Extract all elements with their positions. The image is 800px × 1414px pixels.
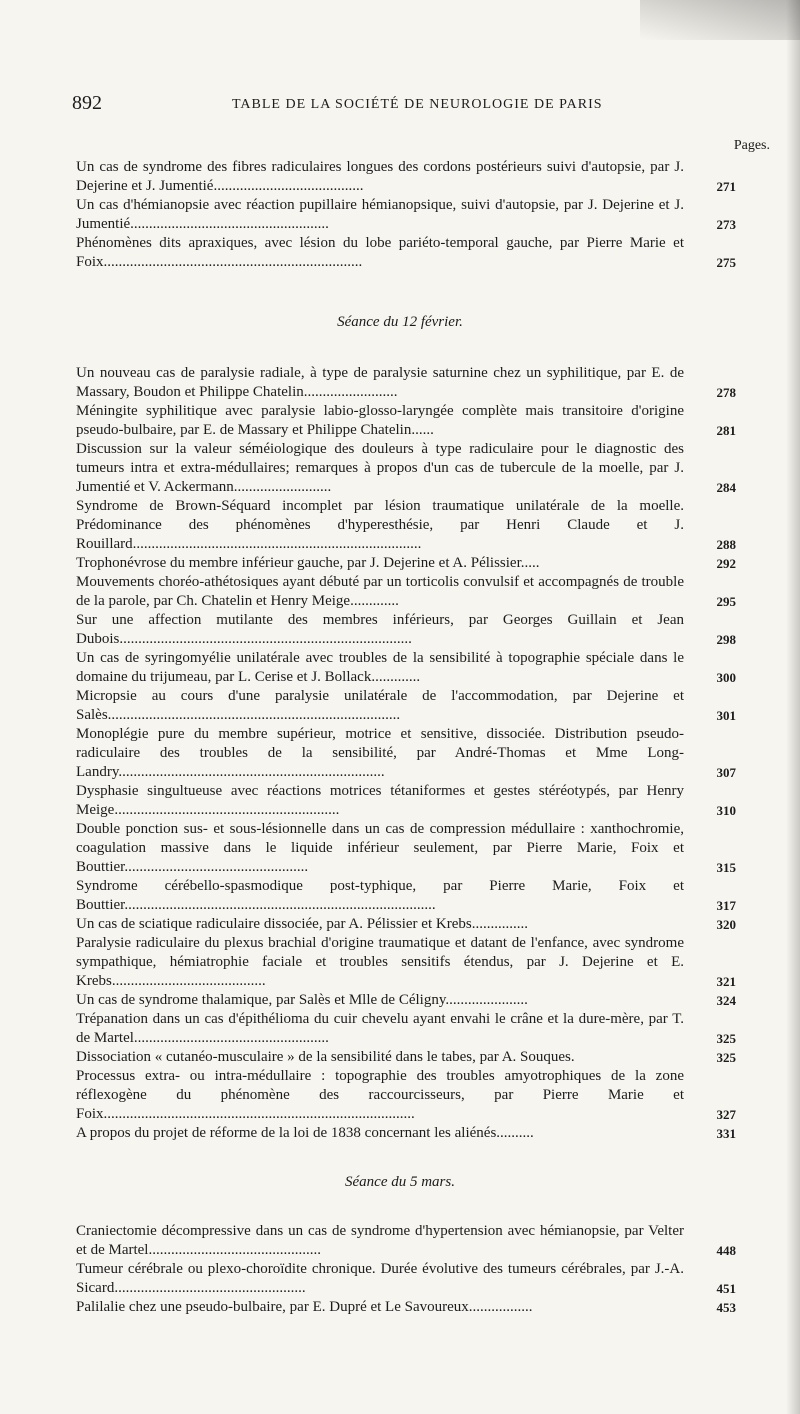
entry-page: 451 [716, 1281, 736, 1296]
toc-entry [76, 1010, 736, 1048]
page-number: 892 [72, 92, 102, 114]
toc-entry [76, 782, 736, 820]
entry-page: 300 [716, 670, 736, 685]
toc-entry [76, 234, 736, 272]
entry-text: Un cas de syndrome des fibres radiculaires longues des cordons postérieurs suivi d'autopsie, par J. Dejerine et J. Jumentié........................................ [76, 159, 684, 194]
entry-text: Tumeur cérébrale ou plexo-choroïdite chronique. Durée évolutive des tumeurs cérébrales, par J.-A. Sicard................................................... [76, 1261, 684, 1296]
entry-page: 298 [716, 632, 736, 647]
entry-page: 271 [716, 179, 736, 194]
entry-text: Un cas de syndrome thalamique, par Salès et Mlle de Céligny...................... [76, 992, 528, 1008]
entry-text: Un nouveau cas de paralysie radiale, à type de paralysie saturnine chez un syphilitique, par E. de Massary, Boudon et Philippe Chatelin......................... [76, 365, 684, 400]
entry-text: Double ponction sus- et sous-lésionnelle dans un cas de compression médullaire : xanthochromie, coagulation massive dans le liquide inférieur seulement, par Pierre Marie, Foix et Bouttier................................................. [76, 821, 684, 875]
entry-page: 448 [716, 1243, 736, 1258]
entry-page: 325 [716, 1031, 736, 1046]
entry-page: 295 [716, 594, 736, 609]
toc-entry [76, 554, 736, 573]
entry-text: Dissociation « cutanéo-musculaire » de la sensibilité dans le tabes, par A. Souques. [76, 1049, 575, 1065]
entry-page: 281 [716, 423, 736, 438]
toc-entry [76, 196, 736, 234]
toc-entry [76, 820, 736, 877]
entry-page: 321 [716, 974, 736, 989]
toc-entry [76, 1048, 736, 1067]
toc-entry [76, 877, 736, 915]
toc-section-1 [76, 158, 736, 272]
toc-entry [76, 915, 736, 934]
entry-page: 307 [716, 765, 736, 780]
toc-entry [76, 158, 736, 196]
toc-entry [76, 611, 736, 649]
page-edge-shadow-right [786, 0, 800, 1414]
entry-page: 327 [716, 1107, 736, 1122]
entry-page: 453 [716, 1300, 736, 1315]
toc-entry [76, 364, 736, 402]
entry-page: 315 [716, 860, 736, 875]
toc-entry [76, 1124, 736, 1143]
entry-page: 325 [716, 1050, 736, 1065]
entry-text: Dysphasie singultueuse avec réactions motrices tétaniformes et gestes stéréotypés, par Henry Meige............................................................ [76, 783, 684, 818]
page-header [72, 92, 740, 116]
toc-entry [76, 497, 736, 554]
seance-heading-march: Séance du 5 mars. [345, 1174, 455, 1190]
entry-text: Palilalie chez une pseudo-bulbaire, par E. Dupré et Le Savoureux................. [76, 1299, 533, 1315]
toc-entry [76, 402, 736, 440]
entry-text: Phénomènes dits apraxiques, avec lésion du lobe pariéto-temporal gauche, par Pierre Marie et Foix..................................................................... [76, 235, 684, 270]
entry-text: Trophonévrose du membre inférieur gauche, par J. Dejerine et A. Pélissier..... [76, 555, 540, 571]
entry-text: A propos du projet de réforme de la loi de 1838 concernant les aliénés.......... [76, 1125, 534, 1141]
entry-text: Trépanation dans un cas d'épithélioma du cuir chevelu ayant envahi le crâne et la dure-mère, par T. de Martel.................................................... [76, 1011, 684, 1046]
toc-section-3 [76, 1222, 736, 1317]
toc-entry [76, 991, 736, 1010]
entry-text: Syndrome de Brown-Séquard incomplet par lésion traumatique unilatérale de la moelle. Prédominance des phénomènes d'hyperesthésie, par Henri Claude et J. Rouillard............................................................................. [76, 498, 684, 552]
entry-text: Un cas de syringomyélie unilatérale avec troubles de la sensibilité à topographie spéciale dans le domaine du trijumeau, par L. Cerise et J. Bollack............. [76, 650, 684, 685]
entry-page: 324 [716, 993, 736, 1008]
entry-page: 301 [716, 708, 736, 723]
toc-entry [76, 687, 736, 725]
entry-text: Mouvements choréo-athétosiques ayant débuté par un torticolis convulsif et accompagnés de trouble de la parole, par Ch. Chatelin et Henry Meige............. [76, 574, 684, 609]
toc-section-2 [76, 364, 736, 1143]
toc-entry [76, 649, 736, 687]
toc-entry [76, 725, 736, 782]
entry-text: Un cas d'hémianopsie avec réaction pupillaire hémianopsique, suivi d'autopsie, par J. Dejerine et J. Jumentié..................................................... [76, 197, 684, 232]
toc-entry [76, 440, 736, 497]
toc-entry [76, 1298, 736, 1317]
entry-text: Monoplégie pure du membre supérieur, motrice et sensitive, dissociée. Distribution pseudo-radiculaire des troubles de la sensibilité, par André-Thomas et Mme Long-Landry....................................................................... [76, 726, 684, 780]
entry-text: Paralysie radiculaire du plexus brachial d'origine traumatique et datant de l'enfance, avec syndrome sympathique, hémiatrophie faciale et troubles sensitifs étendus, par J. Dejerine et E. Krebs......................................... [76, 935, 684, 989]
running-title: TABLE DE LA SOCIÉTÉ DE NEUROLOGIE DE PARIS [232, 97, 603, 112]
entry-text: Micropsie au cours d'une paralysie unilatérale de l'accommodation, par Dejerine et Salès.............................................................................. [76, 688, 684, 723]
toc-entry [76, 1260, 736, 1298]
entry-page: 317 [716, 898, 736, 913]
entry-text: Sur une affection mutilante des membres inférieurs, par Georges Guillain et Jean Dubois.............................................................................. [76, 612, 684, 647]
entry-page: 320 [716, 917, 736, 932]
entry-text: Craniectomie décompressive dans un cas de syndrome d'hypertension avec hémianopsie, par Velter et de Martel.............................................. [76, 1223, 684, 1258]
entry-page: 288 [716, 537, 736, 552]
page-edge-shadow [640, 0, 800, 40]
toc-entry [76, 1222, 736, 1260]
toc-entry [76, 1067, 736, 1124]
toc-entry [76, 934, 736, 991]
entry-text: Un cas de sciatique radiculaire dissociée, par A. Pélissier et Krebs............... [76, 916, 528, 932]
seance-heading-february: Séance du 12 février. [337, 314, 463, 330]
entry-page: 310 [716, 803, 736, 818]
entry-page: 275 [716, 255, 736, 270]
entry-text: Méningite syphilitique avec paralysie labio-glosso-laryngée complète mais transitoire d'origine pseudo-bulbaire, par E. de Massary et Philippe Chatelin...... [76, 403, 684, 438]
entry-page: 331 [716, 1126, 736, 1141]
toc-entry [76, 573, 736, 611]
entry-text: Syndrome cérébello-spasmodique post-typhique, par Pierre Marie, Foix et Bouttier................................................................................... [76, 878, 684, 913]
entry-text: Discussion sur la valeur séméiologique des douleurs à type radiculaire pour le diagnostic des tumeurs intra et extra-médullaires; remarques à propos d'un cas de tubercule de la moelle, par J. Jumentié et V. Ackermann.......................... [76, 441, 684, 495]
entry-page: 273 [716, 217, 736, 232]
entry-text: Processus extra- ou intra-médullaire : topographie des troubles amyotrophiques de la zone réflexogène du phénomène des raccourcisseurs, par Pierre Marie et Foix................................................................................... [76, 1068, 684, 1122]
pages-column-label: Pages. [733, 138, 770, 153]
entry-page: 284 [716, 480, 736, 495]
entry-page: 278 [716, 385, 736, 400]
entry-page: 292 [716, 556, 736, 571]
